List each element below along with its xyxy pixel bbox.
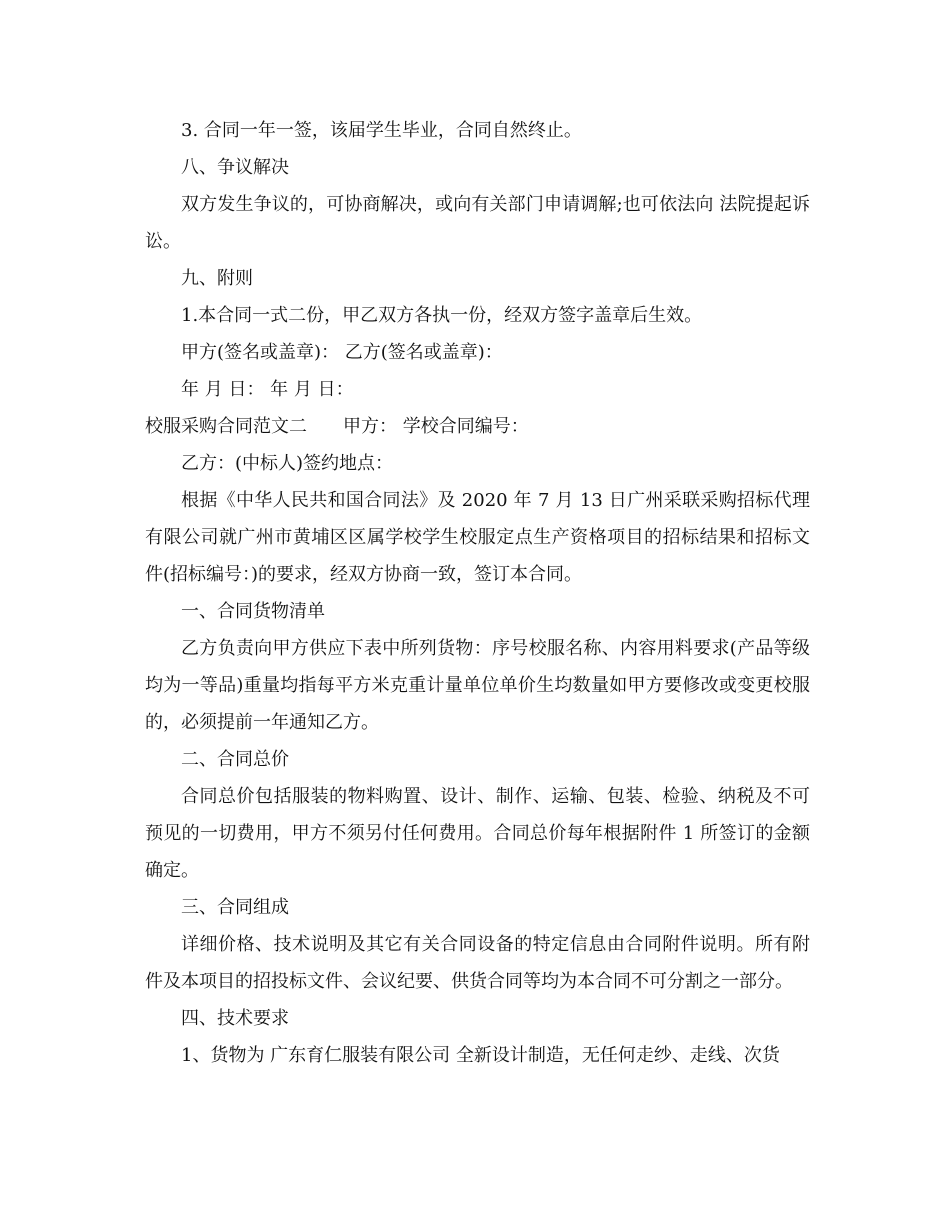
- signature-line: 甲方(签名或盖章)： 乙方(签名或盖章)：: [181, 342, 503, 363]
- contract-two-title: 校服采购合同范文二: [145, 416, 307, 437]
- paragraph-technical-1: 1、货物为 广东育仁服装有限公司 全新设计制造，无任何走纱、走线、次货: [181, 1045, 780, 1066]
- heading-dispute-resolution: 八、争议解决: [181, 157, 289, 178]
- date-line: 年 月 日： 年 月 日：: [181, 379, 354, 400]
- party-b-line: 乙方：(中标人)签约地点：: [181, 453, 394, 474]
- paragraph-basis: 根据《中华人民共和国合同法》及 2020 年 7 月 13 日广州采联采购招标代理有限公司就广州市黄埔区区属学校学生校服定点生产资格项目的招标结果和招标文件(招标编号：)的要求，经双方协商一致，签订本合同。: [145, 490, 810, 585]
- paragraph-dispute: 双方发生争议的，可协商解决，或向有关部门申请调解;也可依法向 法院提起诉讼。: [145, 194, 810, 252]
- paragraph-total-price: 合同总价包括服装的物料购置、设计、制作、运输、包装、检验、纳税及不可预见的一切费用，甲方不须另付任何费用。合同总价每年根据附件 1 所签订的金额确定。: [145, 786, 810, 881]
- heading-supplementary: 九、附则: [181, 268, 253, 289]
- heading-composition: 三、合同组成: [181, 897, 289, 918]
- heading-total-price: 二、合同总价: [181, 749, 289, 770]
- paragraph-composition: 详细价格、技术说明及其它有关合同设备的特定信息由合同附件说明。所有附件及本项目的招投标文件、会议纪要、供货合同等均为本合同不可分割之一部分。: [145, 934, 810, 992]
- heading-goods-list: 一、合同货物清单: [181, 601, 325, 622]
- document-body: [145, 112, 810, 1074]
- paragraph-copies: 1.本合同一式二份，甲乙双方各执一份，经双方签字盖章后生效。: [181, 305, 703, 326]
- contract-two-header: [145, 408, 810, 445]
- heading-technical: 四、技术要求: [181, 1008, 289, 1029]
- contract-two-party-a: 甲方： 学校合同编号：: [343, 416, 529, 437]
- paragraph-goods: 乙方负责向甲方供应下表中所列货物：序号校服名称、内容用料要求(产品等级均为一等品)重量均指每平方米克重计量单位单价生均数量如甲方要修改或变更校服的，必须提前一年通知乙方。: [145, 638, 810, 733]
- paragraph-term-3: 3. 合同一年一签，该届学生毕业，合同自然终止。: [181, 120, 582, 141]
